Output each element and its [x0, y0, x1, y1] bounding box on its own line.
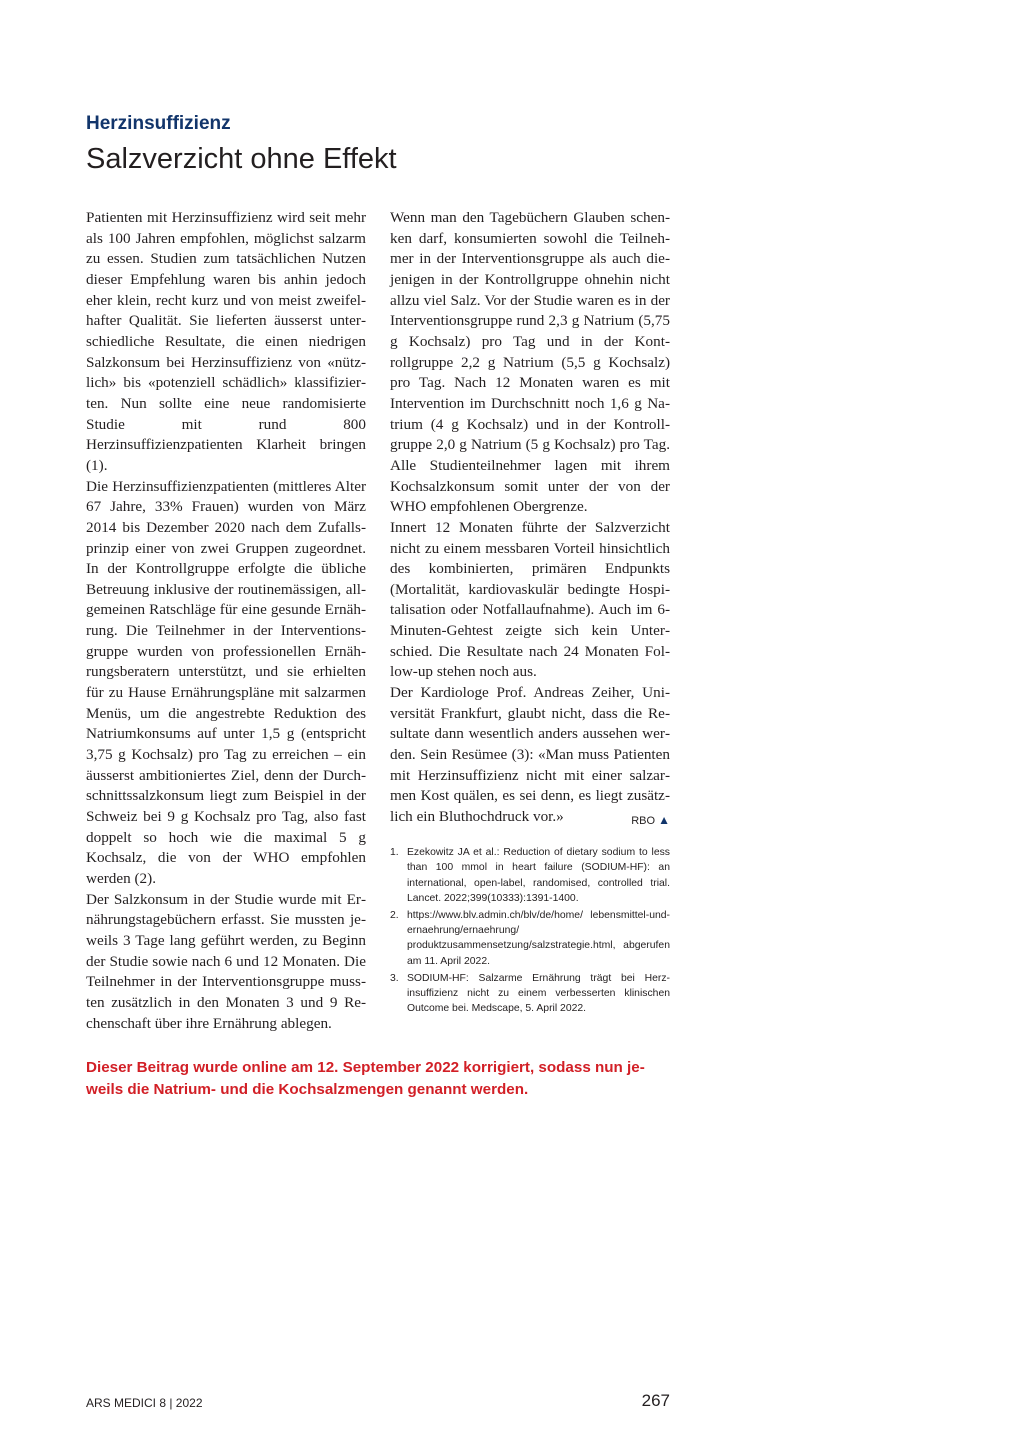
article-kicker: Herzinsuffizienz [86, 113, 231, 134]
paragraph: Patienten mit Herzinsuffizienz wird seit mehr als 100 Jahren empfohlen, möglichst salzarm zu essen. Studien zum tatsächlichen Nutzen dieser Empfehlung waren bis anhin jedoch eher klein, recht kurz und von meist zweifelhafter Qualität. Sie lieferten äusserst unterschiedliche Resultate, die einen niedrigen Salzkonsum bei Herzinsuffizienz von «nützlich» bis «potenziell schädlich» klassifizierten. Nun sollte eine neue randomisierte Studie mit rund 800 Herzinsuffizienzpatienten Klarheit bringen (1). [86, 209, 366, 474]
reference-item [390, 971, 670, 1017]
left-column [86, 208, 366, 1034]
reference-number: 2. [390, 909, 399, 921]
reference-item [390, 908, 670, 969]
page-number: 267 [641, 1391, 670, 1410]
reference-text: SODIUM-HF: Salzarme Ernährung trägt bei Herzinsuffizienz nicht zu einem verbesserten klinischen Outcome bei. Medscape, 5. April 2022. [407, 972, 670, 1015]
author-initials: RBO [631, 815, 656, 828]
reference-number: 3. [390, 972, 399, 984]
paragraph-text: Der Kardiologe Prof. Andreas Zeiher, Universität Frankfurt, glaubt nicht, dass die Resultate dann wesentlich anders aussehen werden. Sein Resümee (3): «Man muss Patienten mit Herzinsuffizienz nicht mit einer salzarmen Kost quälen, es sei denn, es liegt zusätzlich ein Bluthochdruck vor.» [390, 684, 670, 826]
journal-footer: ARS MEDICI 8 | 2022 [86, 1396, 203, 1410]
paragraph [390, 683, 670, 828]
right-column [390, 208, 670, 832]
end-triangle-icon: ▲ [658, 813, 670, 828]
reference-item [390, 845, 670, 906]
article-title: Salzverzicht ohne Effekt [86, 143, 397, 175]
reference-list [390, 845, 670, 1018]
paragraph: Innert 12 Monaten führte der Salzverzicht nicht zu einem messbaren Vorteil hinsichtlich des kombinierten, primären Endpunkts (Mortalität, kardiovaskulär bedingte Hospitalisation oder Notfallaufnahme). Auch im 6-Minuten-Gehtest zeigte sich kein Unterschied. Die Resultate nach 24 Monaten Follow-up stehen noch aus. [390, 518, 670, 681]
paragraph: Wenn man den Tagebüchern Glauben schenken darf, konsumierten sowohl die Teilnehmer in der Interventionsgruppe als auch diejenigen in der Kontrollgruppe ohnehin nicht allzu viel Salz. Vor der Studie waren es in der Interventionsgruppe rund 2,3 g Natrium (5,75 g Kochsalz) pro Tag und in der Kontrollgruppe 2,2 g Natrium (5,5 g Kochsalz) pro Tag. Nach 12 Monaten waren es mit Intervention im Durchschnitt noch 1,6 g Natrium (4 g Kochsalz) und in der Kontrollgruppe 2,0 g Natrium (5 g Kochsalz) pro Tag. Alle Studienteilnehmer lagen mit ihrem Kochsalzkonsum somit unter der von der WHO empfohlenen Obergrenze. [390, 209, 670, 516]
reference-number: 1. [390, 847, 399, 858]
author-tag [631, 810, 670, 832]
paragraph: Die Herzinsuffizienzpatienten (mittleres Alter 67 Jahre, 33% Frauen) wurden von März 2014 bis Dezember 2020 nach dem Zufallsprinzip einer von zwei Gruppen zugeordnet. In der Kontrollgruppe erfolgte die übliche Betreuung inklusive der routinemässigen, allgemeinen Ratschläge für eine gesunde Ernährung. Die Teilnehmer in der Interventionsgruppe wurden von professionellen Ernährungsberatern unterstützt, und sie erhielten für zu Hause Ernährungspläne mit salzarmen Menüs, um die angestrebte Reduktion des Natriumkonsums auf unter 1,5 g (entspricht 3,75 g Kochsalz) pro Tag zu erreichen – ein äusserst ambitioniertes Ziel, denn der Durchschnittssalzkonsum liegt zum Beispiel in der Schweiz bei 9 g Kochsalz pro Tag, also fast doppelt so hoch wie die maximal 5 g Kochsalz, die von der WHO empfohlen werden (2). [86, 477, 366, 887]
reference-text: https://www.blv.admin.ch/blv/de/home/ lebensmittel-und-ernaehrung/ernaehrung/ produktzusammensetzung/salzstrategie.html, abgerufen am 11. April 2022. [407, 909, 670, 967]
paragraph: Der Salzkonsum in der Studie wurde mit Ernährungstagebüchern erfasst. Sie mussten jeweils 3 Tage lang geführt werden, zu Beginn der Studie sowie nach 6 und 12 Monaten. Die Teilnehmer in der Interventionsgruppe mussten zusätzlich in den Monaten 3 und 9 Rechenschaft über ihre Ernährung ablegen. [86, 890, 366, 1032]
correction-notice: Dieser Beitrag wurde online am 12. September 2022 korrigiert, sodass nun jeweils die Natrium- und die Kochsalzmengen genannt werden. [86, 1059, 645, 1098]
reference-text: Ezekowitz JA et al.: Reduction of dietary sodium to less than 100 mmol in heart failure (SODIUM-HF): an international, open-label, randomised, controlled trial. Lancet. 2022;399(10333):1391-1400. [407, 847, 670, 904]
